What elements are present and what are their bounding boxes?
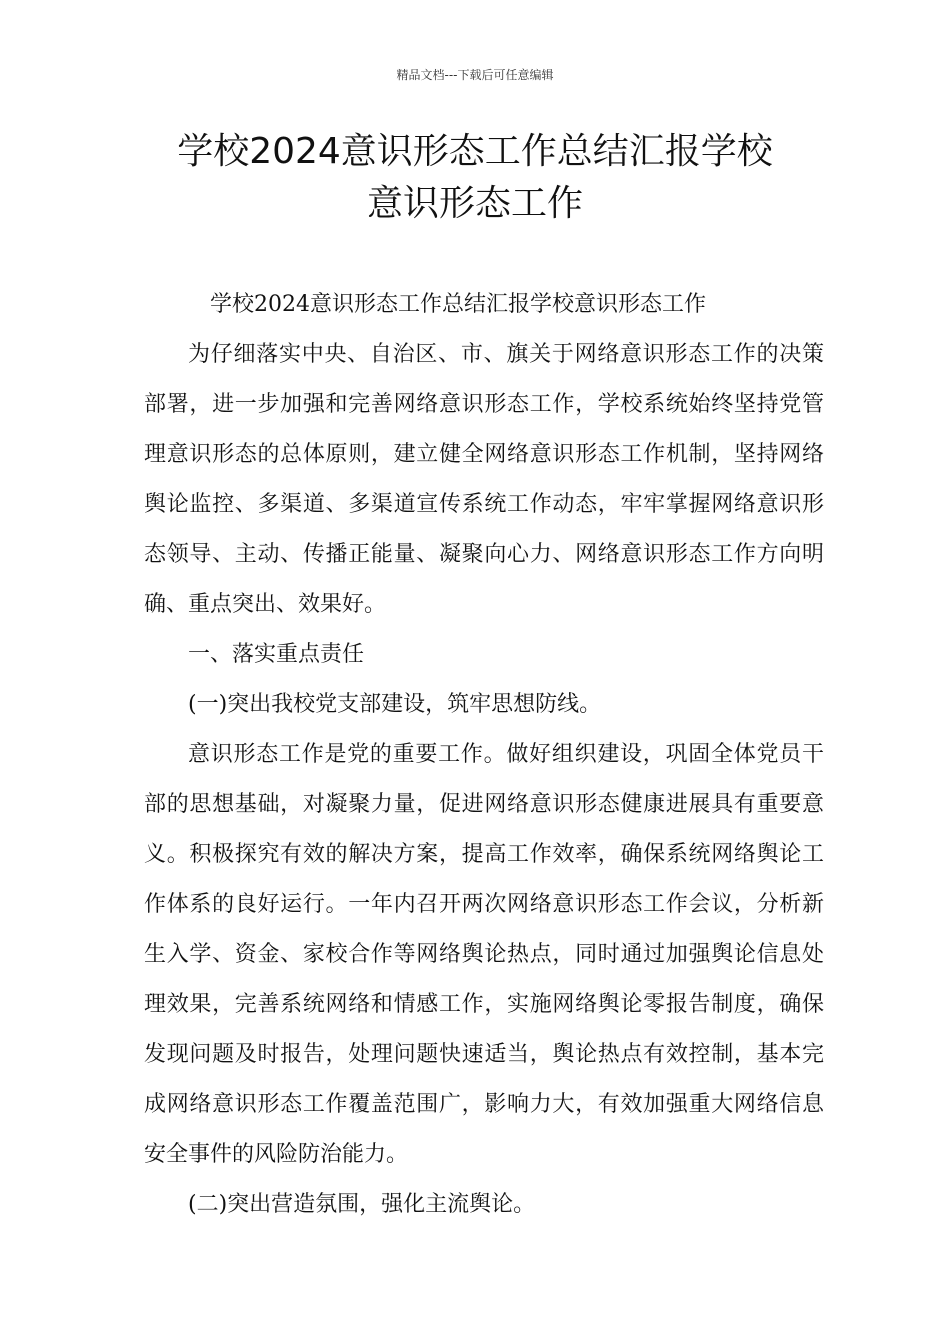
document-subtitle: 学校2024意识形态工作总结汇报学校意识形态工作: [210, 292, 706, 317]
paragraph-intro: 为仔细落实中央、自治区、市、旗关于网络意识形态工作的决策部署，进一步加强和完善网络意识形态工作，学校系统始终坚持党管理意识形态的总体原则，建立健全网络意识形态工作机制，坚持网络舆论监控、多渠道、多渠道宣传系统工作动态，牢牢掌握网络意识形态领导、主动、传播正能量、凝聚向心力、网络意识形态工作方向明确、重点突出、效果好。: [144, 342, 824, 617]
document-title-line1: 学校2024意识形态工作总结汇报学校: [177, 131, 773, 172]
subsection-heading-1: (一)突出我校党支部建设，筑牢思想防线。: [188, 692, 602, 717]
document-title-line2: 意识形态工作: [366, 183, 583, 224]
document-title: [100, 126, 850, 230]
document-body: [144, 280, 824, 1230]
page-header-note: 精品文档---下载后可任意编辑: [396, 68, 554, 82]
paragraph-subsection-1: 意识形态工作是党的重要工作。做好组织建设，巩固全体党员干部的思想基础，对凝聚力量，促进网络意识形态健康进展具有重要意义。积极探究有效的解决方案，提高工作效率，确保系统网络舆论工作体系的良好运行。一年内召开两次网络意识形态工作会议，分析新生入学、资金、家校合作等网络舆论热点，同时通过加强舆论信息处理效果，完善系统网络和情感工作，实施网络舆论零报告制度，确保发现问题及时报告，处理问题快速适当，舆论热点有效控制，基本完成网络意识形态工作覆盖范围广，影响力大，有效加强重大网络信息安全事件的风险防治能力。: [144, 742, 824, 1167]
section-heading-1: 一、落实重点责任: [188, 642, 365, 667]
subsection-heading-2: (二)突出营造氛围，强化主流舆论。: [188, 1192, 536, 1217]
